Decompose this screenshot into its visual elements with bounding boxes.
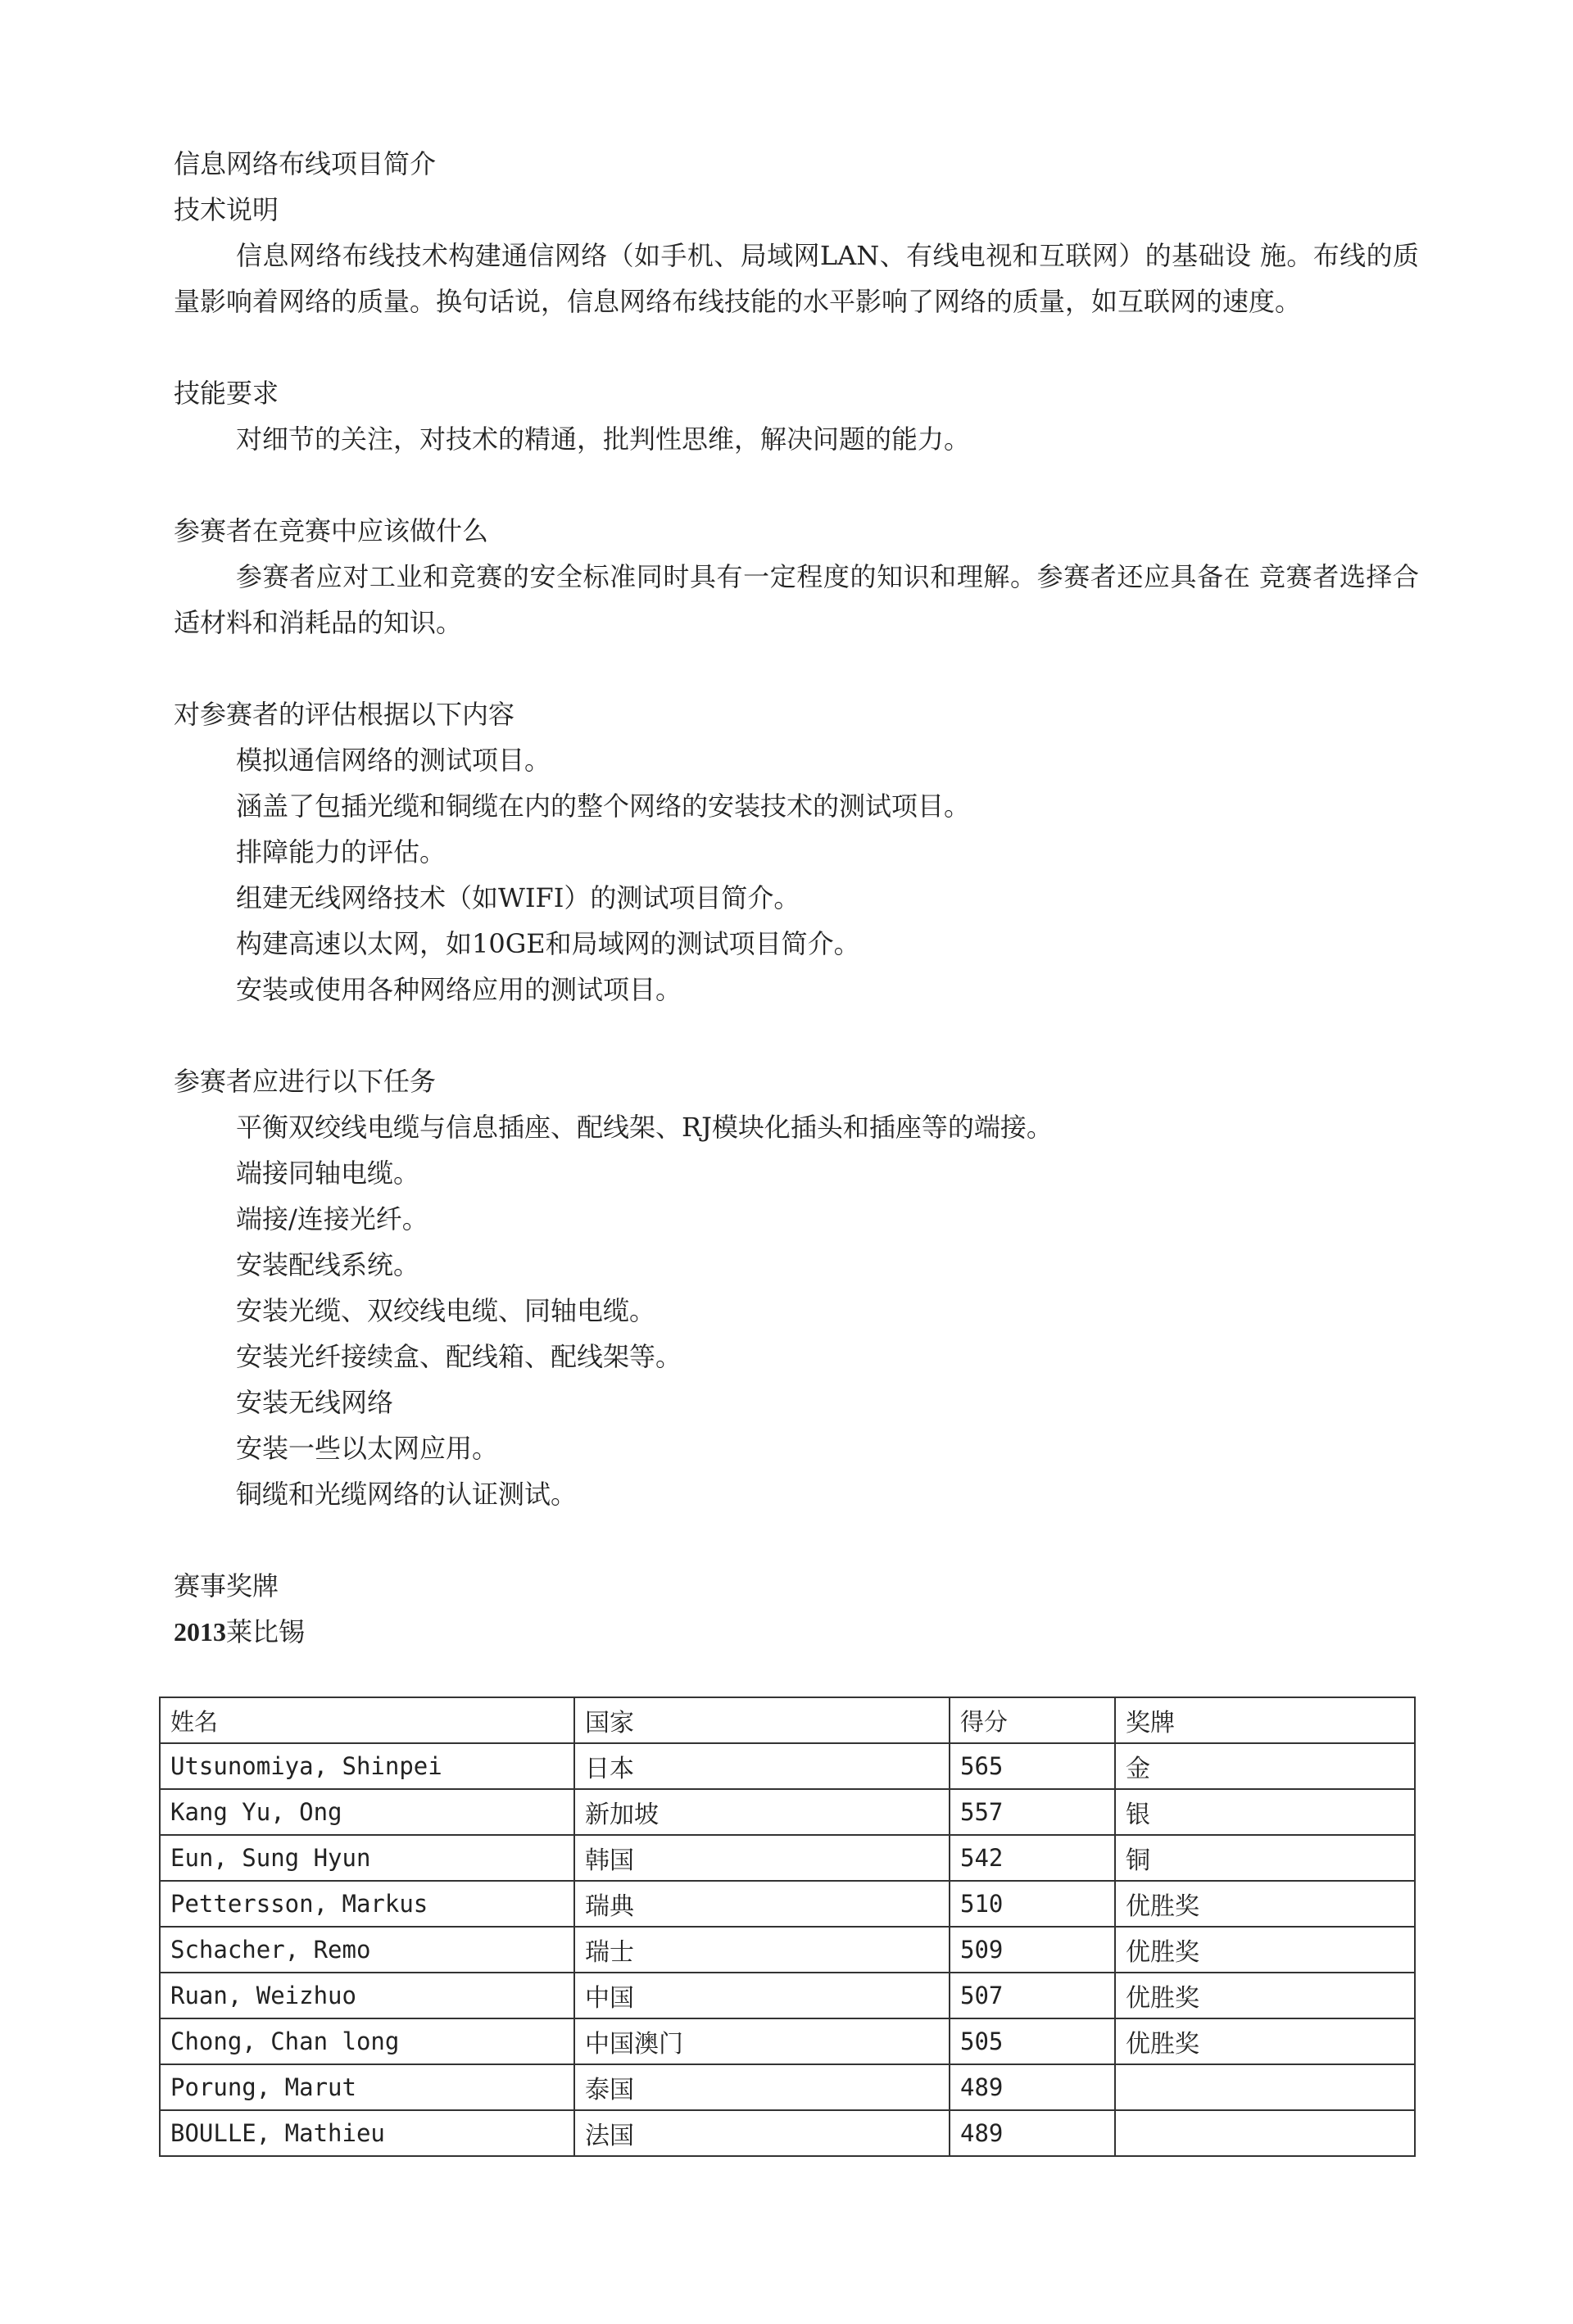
skills-text: 对细节的关注，对技术的精通，批判性思维，解决问题的能力。 [236,424,971,455]
cell-name: Chong, Chan long [160,2018,574,2064]
cell-score: 507 [950,1973,1115,2018]
table-header-row [160,1697,1415,1743]
cell-country: 法国 [574,2110,950,2156]
cell-medal: 优胜奖 [1115,1973,1415,2018]
cell-country: 瑞典 [574,1881,950,1927]
cell-country: 韩国 [574,1835,950,1881]
task-item: 安装光缆、双绞线电缆、同轴电缆。 [236,1295,656,1326]
cell-name: Eun, Sung Hyun [160,1835,574,1881]
table-row [160,1789,1415,1835]
cell-name: Kang Yu, Ong [160,1789,574,1835]
cell-name: Porung, Marut [160,2064,574,2110]
table-row [160,1743,1415,1789]
spacer [174,462,1419,508]
contestant-heading: 参赛者在竞赛中应该做什么 [174,515,489,546]
task-item: 安装光纤接续盒、配线箱、配线架等。 [236,1341,682,1372]
cell-name: Schacher, Remo [160,1927,574,1973]
table-row [160,2064,1415,2110]
medals-heading: 赛事奖牌 [174,1570,279,1601]
table-row [160,1973,1415,2018]
skills-heading: 技能要求 [174,378,279,409]
task-item: 端接同轴电缆。 [236,1157,420,1189]
tasks-list [174,1104,1419,1517]
cell-medal: 优胜奖 [1115,1881,1415,1927]
task-item: 安装一些以太网应用。 [236,1433,499,1464]
cell-medal: 优胜奖 [1115,2018,1415,2064]
table-row [160,1927,1415,1973]
spacer [174,646,1419,691]
cell-score: 565 [950,1743,1115,1789]
task-item: 平衡双绞线电缆与信息插座、配线架、RJ模块化插头和插座等的端接。 [236,1112,1053,1143]
header-name: 姓名 [160,1697,574,1743]
medals-year: 2013 [174,1617,226,1647]
evaluation-heading: 对参赛者的评估根据以下内容 [174,699,515,730]
cell-medal: 优胜奖 [1115,1927,1415,1973]
cell-score: 509 [950,1927,1115,1973]
cell-medal [1115,2064,1415,2110]
cell-country: 中国 [574,1973,950,2018]
medals-city: 莱比锡 [226,1616,306,1647]
cell-medal: 铜 [1115,1835,1415,1881]
tech-paragraph: 信息网络布线技术构建通信网络（如手机、局域网LAN、有线电视和互联网）的基础设 施。布线的质量影响着网络的质量。换句话说，信息网络布线技能的水平影响了网络的质量，如互联网的速度。 [174,240,1419,317]
cell-medal: 金 [1115,1743,1415,1789]
evaluation-item: 构建高速以太网，如10GE和局域网的测试项目简介。 [236,928,860,959]
cell-medal: 银 [1115,1789,1415,1835]
evaluation-item: 组建无线网络技术（如WIFI）的测试项目简介。 [236,882,800,913]
tech-heading: 技术说明 [174,194,279,225]
cell-country: 日本 [574,1743,950,1789]
cell-country: 泰国 [574,2064,950,2110]
cell-score: 542 [950,1835,1115,1881]
spacer [174,1517,1419,1563]
contestant-paragraph: 参赛者应对工业和竞赛的安全标准同时具有一定程度的知识和理解。参赛者还应具备在 竞赛者选择合适材料和消耗品的知识。 [174,561,1419,638]
tasks-heading: 参赛者应进行以下任务 [174,1066,437,1097]
cell-name: Pettersson, Markus [160,1881,574,1927]
table-row [160,2018,1415,2064]
cell-country: 中国澳门 [574,2018,950,2064]
cell-score: 489 [950,2064,1115,2110]
cell-score: 505 [950,2018,1115,2064]
evaluation-list [174,737,1419,1013]
evaluation-item: 排障能力的评估。 [236,836,447,868]
medals-table [159,1697,1416,2157]
evaluation-item: 涵盖了包插光缆和铜缆在内的整个网络的安装技术的测试项目。 [236,791,971,822]
cell-score: 489 [950,2110,1115,2156]
document-body [174,141,1419,1655]
cell-medal [1115,2110,1415,2156]
cell-name: Ruan, Weizhuo [160,1973,574,2018]
task-item: 安装无线网络 [236,1387,394,1418]
header-country: 国家 [574,1697,950,1743]
cell-name: BOULLE, Mathieu [160,2110,574,2156]
task-item: 端接/连接光纤。 [236,1203,428,1234]
evaluation-item: 模拟通信网络的测试项目。 [236,745,551,776]
cell-country: 新加坡 [574,1789,950,1835]
table-row [160,1881,1415,1927]
cell-name: Utsunomiya, Shinpei [160,1743,574,1789]
evaluation-item: 安装或使用各种网络应用的测试项目。 [236,974,682,1005]
spacer [174,1013,1419,1058]
table-row [160,1835,1415,1881]
cell-score: 557 [950,1789,1115,1835]
document-title: 信息网络布线项目简介 [174,148,437,179]
cell-score: 510 [950,1881,1115,1927]
header-medal: 奖牌 [1115,1697,1415,1743]
task-item: 安装配线系统。 [236,1249,420,1280]
table-row [160,2110,1415,2156]
table-caption [174,1609,1419,1655]
cell-country: 瑞士 [574,1927,950,1973]
spacer [174,324,1419,370]
task-item: 铜缆和光缆网络的认证测试。 [236,1479,578,1510]
header-score: 得分 [950,1697,1115,1743]
